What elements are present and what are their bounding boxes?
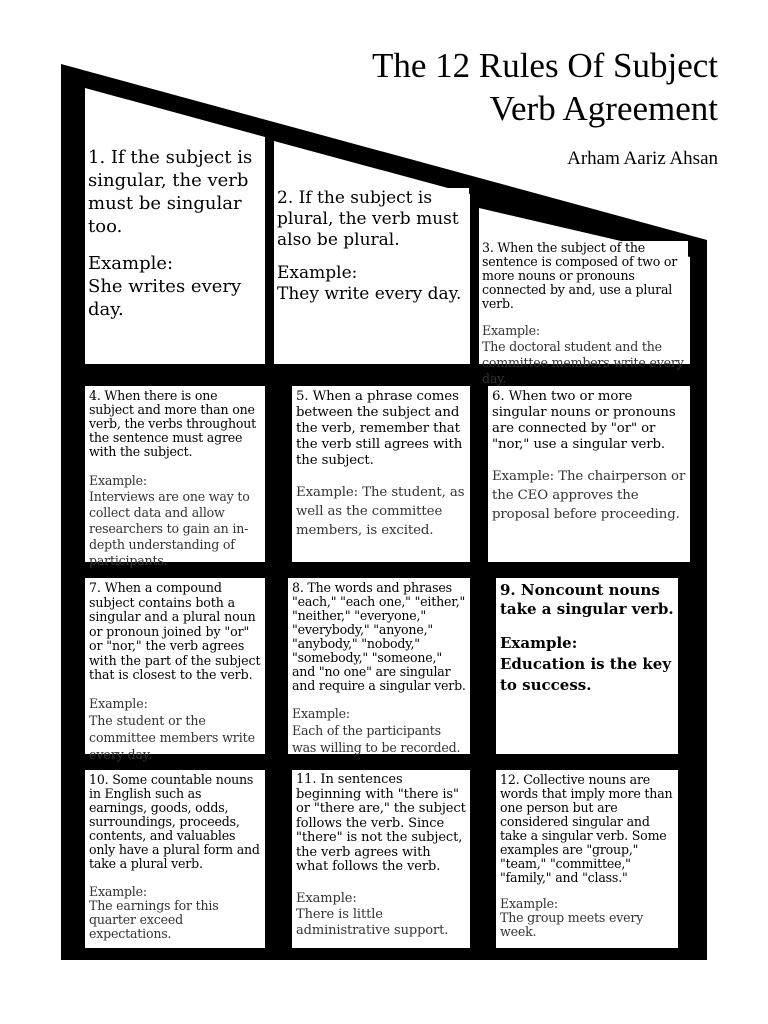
rule-text: 1. If the subject is singular, the verb must be singular too. (88, 147, 253, 237)
example-text: The earnings for this quarter exceed expectations. (89, 898, 219, 941)
rule-card-8 (288, 578, 470, 754)
example-label: Example: (88, 253, 174, 274)
rule-card-6 (488, 386, 690, 562)
rule-text: 5. When a phrase comes between the subject and the verb, remember that the verb still agrees with the subject. (296, 389, 463, 468)
example-text: The doctoral student and the committee members write every day. (482, 339, 684, 386)
rule-text: 10. Some countable nouns in English such as earnings, goods, odds, surroundings, proceeds, contents, and valuables only have a plural form and take a plural verb. (89, 772, 260, 871)
rule-card-2 (277, 188, 469, 360)
rule-text: 8. The words and phrases "each," "each one," "either," "neither," "everyone," "everybody," "anyone," "anybody," "nobody," "somebody," "someone," and "no one" are singular and require a singular verb. (292, 580, 466, 693)
example-label: Example: (482, 323, 540, 338)
rule-card-5 (292, 386, 470, 562)
example-text: The student or the committee members write every day. (89, 712, 255, 762)
example-label: Example: (500, 896, 558, 911)
rule-card-11 (292, 770, 470, 948)
rule-text: 4. When there is one subject and more than one verb, the verbs throughout the sentence must agree with the subject. (89, 388, 257, 459)
rule-card-3 (482, 240, 688, 386)
example-label: Example: (492, 469, 555, 484)
rule-card-7 (85, 578, 265, 762)
example-label: Example: (292, 706, 350, 721)
author-name: Arham Aariz Ahsan (567, 148, 718, 169)
example-text: Each of the participants was willing to be recorded. (292, 723, 461, 755)
example-label: Example: (500, 634, 578, 652)
rule-card-9 (496, 578, 678, 754)
rule-card-4 (85, 386, 265, 568)
title-line-1: The 12 Rules Of Subject (371, 46, 718, 85)
example-label: Example: (296, 890, 357, 906)
rule-text: 7. When a compound subject contains both a singular and a plural noun or pronoun joined by "or" or "nor," the verb agrees with the part of the subject that is closest to the verb. (89, 580, 261, 682)
title-line-2: Verb Agreement (489, 89, 718, 128)
rule-card-12 (496, 770, 678, 948)
example-body: The chairperson or the CEO approves the proposal before proceeding. (492, 469, 686, 522)
example-text: There is little administrative support. (296, 906, 449, 938)
rule-text: 3. When the subject of the sentence is composed of two or more nouns or pronouns connected by and, use a plural verb. (482, 240, 678, 311)
example-body: The student, as well as the committee members, is excited. (296, 485, 465, 538)
example-label: Example: (89, 884, 147, 899)
example-label: Example: (89, 473, 147, 488)
example-text: Education is the key to success. (500, 655, 672, 694)
example-label: Example: (296, 485, 359, 500)
example-text (296, 483, 466, 540)
example-text: Interviews are one way to collect data and allow researchers to gain an in-depth understanding of participants. (89, 489, 250, 568)
example-text (492, 467, 686, 524)
rule-text: 12. Collective nouns are words that imply more than one person but are considered singular and take a singular verb. Some examples are "group," "team," "committee," "family," and "class." (500, 772, 673, 885)
example-label: Example: (277, 263, 358, 283)
rule-card-1 (88, 146, 264, 360)
rule-text: 11. In sentences beginning with "there is" or "there are," the subject follows the verb. Since "there" is not the subject, the verb agrees with what follows the verb. (296, 772, 466, 874)
example-text: The group meets every week. (500, 910, 644, 939)
page-title (372, 44, 718, 130)
rule-card-10 (85, 770, 265, 948)
rule-text: 9. Noncount nouns take a singular verb. (500, 581, 674, 618)
example-label: Example: (89, 695, 148, 711)
rule-text: 6. When two or more singular nouns or pronouns are connected by "or" or "nor," use a singular verb. (492, 389, 676, 452)
example-text: They write every day. (277, 284, 462, 304)
rule-text: 2. If the subject is plural, the verb must also be plural. (277, 188, 459, 250)
example-text: She writes every day. (88, 276, 242, 320)
